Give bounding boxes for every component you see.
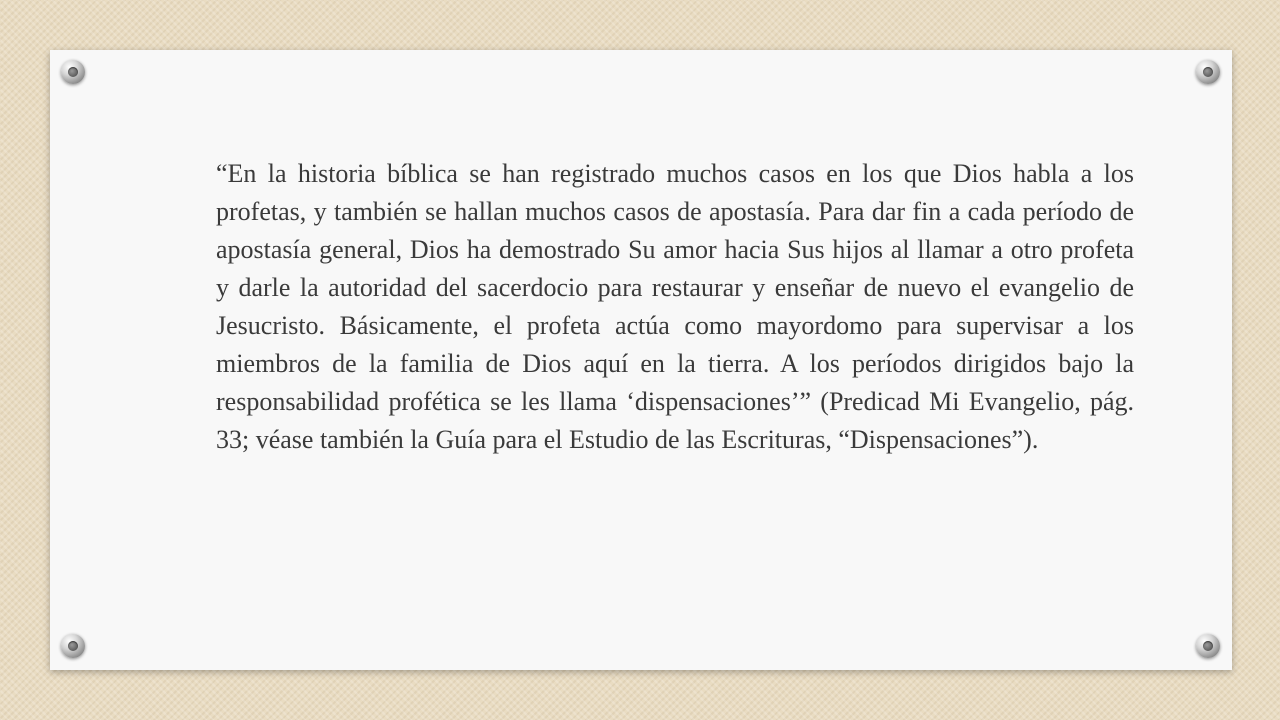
- pushpin-icon: [61, 60, 85, 84]
- pushpin-icon: [61, 634, 85, 658]
- quote-text: “En la historia bíblica se han registrado muchos casos en los que Dios habla a los profetas, y también se hallan muchos casos de apostasía. Para dar fin a cada período de apostasía general, Dios ha demostrado Su amor hacia Sus hijos al llamar a otro profeta y darle la autoridad del sacerdocio para restaurar y enseñar de nuevo el evangelio de Jesucristo. Básicamente, el profeta actúa como mayordomo para supervisar a los miembros de la familia de Dios aquí en la tierra. A los períodos dirigidos bajo la responsabilidad profética se les llama ‘dispensaciones’” (Predicad Mi Evangelio, pág. 33; véase también la Guía para el Estudio de las Escrituras, “Dispensaciones”).: [216, 159, 1134, 454]
- pushpin-icon: [1196, 634, 1220, 658]
- pushpin-icon: [1196, 60, 1220, 84]
